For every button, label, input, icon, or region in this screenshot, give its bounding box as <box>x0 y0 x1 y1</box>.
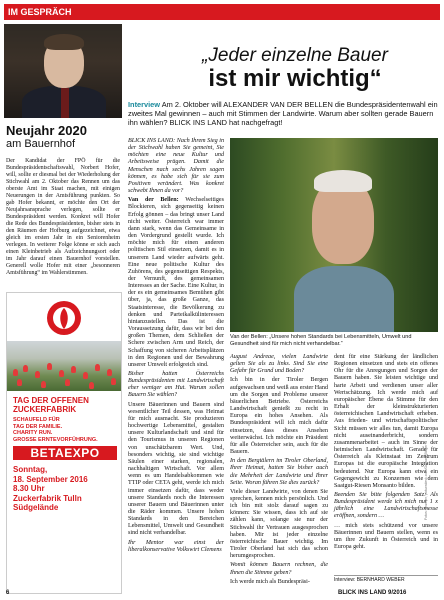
interview-credit: Interview: BERNHARD WEBER <box>334 575 438 583</box>
answer: dent für eine Stärkung der ländlichen Regionen einsetzen und stets ein offenes Ohr für die Anregungen und Sorgen der Bauern haben. Sie leisten wichtige und harte Arbeit und verdienen unser aller Wertschätzung. Ich werde mich auf europäischer Ebene da Stimme für den Erhalt der kleinstrukturierten österreichischen Landwirtschaft erheben. Aus frieden- und wirtschaftspolitischer Sicht müssen wir alles tun, damit Europa nicht auseinanderbricht, sondern zusammenarbeitet – auch im Sinne der heimischen Landwirtschaft. Gerade für Österreich als Kleinstaat im Zentrum Europas ist die europäische Integration bedeutend. Nur Europa kann etwa ein Gegengewicht zu Konzernen wie dem Saatgut-Riesen Monsanto bilden. <box>334 354 438 489</box>
sidebar-subtitle: am Bauernhof <box>6 138 76 150</box>
betaexpo-ad <box>6 292 122 594</box>
question: Ihr Mentor war einst der liberalkonservative Volkswirt Clemens <box>128 539 224 553</box>
intro-body: Am 2. Oktober will ALEXANDER VAN DER BELLEN die Bundespräsidentenwahl ein zweites Mal gewinnen – auch mit Stimmen der Landwirte. Warum aber sollten gerade Bauern ihn wählen? BLICK INS LAND hat nachgefragt! <box>128 100 438 127</box>
question: Bisher hatten Österreichs Bundespräsidenten mit Landwirtschaft eher weniger am Hut. Warum sollen Bauern Sie wählen? <box>128 371 224 399</box>
page-number: 6 <box>6 590 10 596</box>
sidebar-text: Der Kandidat der FPÖ für die Bundespräsidentschaftswahl, Norbert Hofer, will, sollte er diesmal bei der Wiederholung der Stichwahl am 2. Oktober das Rennen um das oberste Amt im Staat machen, mit einigen Neuerungen in der Amtsführung punkten. So gab Hofer bekannt, er möchte den Ort der Neujahrsansprache verlegen, sollte er Bundespräsident werden. Konkret will Hofer die Rede des Bundespräsidenten, bisher stets in den Räumen der Hofburg aufgezeichnet, etwa gleich im ersten Jahr in ein Seniorenheim verlegen. In weiterer Folge könne er sich auch einen Kleinbetrieb als Aufzeichnungsort oder im Jahr darauf einen Bauernhof vorstellen. Generell wolle Hofer mit einer „besonneren Amtsführung“ im Wahlerstimmen. <box>6 158 120 276</box>
van-der-bellen-photo <box>230 138 438 332</box>
question: In den Bergtälern im Tiroler Oberland, Ihrer Heimat, hatten Sie bisher auch die Mehrheit der Landwirte und Ihrer Seite. Woran führen Sie dies zurück? <box>230 458 328 486</box>
intro-text <box>128 100 438 127</box>
answer: … mich stets schützend vor unsere Bäuerinnen und Bauern stellen, wenn es um ihre Zukunft in Österreich und in Europa geht. <box>334 522 438 551</box>
ad-headline: TAG DER OFFENEN ZUCKERFABRIK <box>13 396 89 414</box>
headline-line1: „Jeder einzelne Bauer <box>202 45 388 66</box>
ad-brand: BETAEXPO <box>13 446 117 460</box>
hofer-photo <box>4 24 122 118</box>
article-column-right <box>334 354 438 553</box>
answer: Van der Bellen: Wechselseitiges Blockieren, sich gegenseitig keinen Erfolg gönnen – das bringt unser Land nicht weiter. Österreich war immer dann stark, wenn das Gemeinsame in den Vordergrund gestellt wurde. Ich möchte mich für einen anderen politischen Stil einsetzen, damit es in unserem Land wieder aufwärts geht. Eine neue politische Kultur des Zuhörens, des gegenseitigen Respekts, der Vernunft, des gemeinsamen Interesses an der Sache. Eine Kultur, in der es ein gemeinsames Bemühen gibt über, ja, das große Ganze, das Staatsinteresse, die Bevölkerung zu denken und Parteikalkülinteressen hintanzustellen. Das ist die Voraussetzung dafür, dass wir bei den großen Themen, dem Schließen der Schere zwischen Arm und Reich, der Schaffung von sicheren Arbeitsplätzen in den Regionen und der Bewahrung unserer Umwelt erfolgreich sind. <box>128 197 224 368</box>
photo-credit: Fotos: Brunner, picturedesk.com/Gerhard Stöger <box>424 444 428 520</box>
tulip-field-image <box>7 341 121 391</box>
question: BLICK INS LAND: Nach Ihrem Sieg in der Stichwahl haben Sie gemeint, Sie möchten eine neue Kultur und Arbeitsweise prägen. Damit die Menschen nach sechs Jahren sagen können, es habe sich für sie zum Positiven verändert. Was konkret schwebt Ihnen da vor? <box>128 138 224 195</box>
answer: Unsere Bäuerinnen und Bauern sind wesentlicher Teil dessen, was Heimat für mich ausmacht. Sie produzieren hochwertige Lebensmittel, gestalten unsere Kulturlandschaft und sind für den Tourismus in unseren Regionen von unschätzbarem Wert. Und, besonders wichtig, sie sind wichtige Säulen einer starken, regionalen, nachhaltigen Wirtschaft. Vor allem wenn es um Handelsabkommen wie TTIP oder CETA geht, werde ich mich immer einsetzen dafür, dass weder unsere Standards noch die Interessen unserer Bauern und Bäuerinnen unter die Räder kommen. Unsere hohen Standards in den Bereichen Lebensmittel, Umwelt und Gesundheit sind nicht verhandelbar. <box>128 401 224 537</box>
article-column-left <box>128 138 224 556</box>
answer: Ich bin in der Tiroler Bergen aufgewachsen und weiß aus erster Hand um die Sorgen und Probleme unserer bäuerlichen Betriebe. Österreichs Landwirtschaft genießt zu recht in Europa ein hohes Ansehen. Als Bundespräsident will ich mich dafür einsetzen, dass dieses Ansehen weiterwächst. Ich möchte ein Präsident für alle Österreicher sein, auch für die Bauern. <box>230 377 328 456</box>
sidebar-title: Neujahr 2020 <box>6 123 87 138</box>
section-label: IM GESPRÄCH <box>8 7 72 17</box>
article-column-middle <box>230 354 328 588</box>
photo-caption: Van der Bellen: „Unsere hohen Standards bei Lebensmitteln, Umwelt und Gesundheit sind für mich nicht verhandelbar.“ <box>230 334 412 347</box>
ad-date: Sonntag, 18. September 2016 8.30 Uhr Zuckerfabrik Tulln Südgelände <box>13 465 88 512</box>
question: Beenden Sie bitte folgenden Satz: Als Bundespräsident werde ich mich nur 1 x jährlich eine Landwirtschaftsmesse eröffnen, sondern … <box>334 491 438 520</box>
sugar-beet-logo-icon <box>19 299 109 337</box>
ad-lines: SCHAUFELD FÜR TAG DER FAMILIE. CHARITY RUN. GROSSE ERNTEVORFÜHRUNG. <box>13 417 98 443</box>
sidebar-heading <box>6 124 120 150</box>
answer: Viele dieser Landwirte, von denen Sie sprechen, kennen mich persönlich. Und ich bin mit stolz darauf sagen zu können: Sie wissen, dass ich auf sie zählen kann, solange sie nur der Stichwahl ihr Vertrauen ausgesprochen haben. Mir ist jeder einzelne österreichische Bauer wichtig. Im Tiroler Oberland hat sich das schon herumgesprochen. <box>230 488 328 560</box>
magazine-issue: BLICK INS LAND 9/2016 <box>338 590 407 596</box>
headline-line2: ist mir wichtig“ <box>208 65 382 92</box>
question: Womit können Bauern rechnen, die Ihnen die Stimme geben? <box>230 562 328 576</box>
question: August Andreae, vielen Landwirte gelten Sie als zu links. Sind Sie eine Gefahr für Grund und Boden? <box>230 354 328 375</box>
answer: Ich werde mich als Bundespräsi- <box>230 578 310 585</box>
headline-quote <box>152 46 438 92</box>
intro-lead: Interview <box>128 100 161 109</box>
